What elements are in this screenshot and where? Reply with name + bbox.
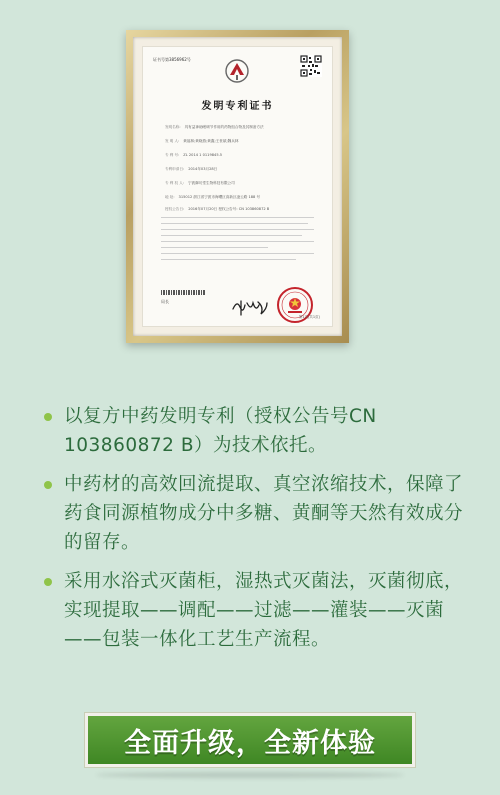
bullet-dot-icon	[44, 413, 52, 421]
certificate-body-text	[161, 217, 314, 265]
bullet-dot-icon	[44, 578, 52, 586]
field-application-date: 专利申请日: 2014年03月28日	[165, 167, 218, 171]
page-mark: 第1页(共1页)	[298, 315, 320, 319]
qr-code-icon	[300, 55, 322, 77]
certificate-frame	[126, 30, 349, 343]
list-item	[44, 470, 464, 557]
list-item	[44, 402, 464, 460]
patent-office-logo-icon	[223, 57, 251, 85]
patent-certificate	[142, 46, 333, 327]
list-item-text: 采用水浴式灭菌柜，湿热式灭菌法，灭菌彻底，实现提取——调配——过滤——灌装——灭菌——包装一体化工艺生产流程。	[64, 571, 464, 650]
certificate-number: 证书号第3856962号	[153, 57, 191, 62]
list-item	[44, 567, 464, 654]
field-address: 地 址: 315012 浙江省宁波市海曙区高新区凌云路 188 号	[165, 195, 261, 199]
upgrade-button[interactable]: 全面升级，全新体验	[88, 716, 412, 764]
director-signature	[231, 297, 269, 317]
feature-list	[44, 402, 464, 664]
field-invention-name: 发明名称: 具有益神助眠调节作用的药物组合物及其制备方法	[165, 125, 264, 129]
field-patentee: 专 利 权 人: 宁波御坊堂生物科技有限公司	[165, 181, 235, 185]
certificate-title: 发明专利证书	[201, 101, 274, 112]
barcode	[161, 290, 206, 295]
list-item-text: 中药材的高效回流提取、真空浓缩技术，保障了药食同源植物成分中多糖、黄酮等天然有效成分的留存。	[64, 474, 464, 553]
list-item-text: 以复方中药发明专利（授权公告号CN 103860872 B）为技术依托。	[64, 406, 377, 456]
certificate-mat	[133, 37, 342, 336]
field-inventors: 发 明 人: 黄福林;黄晓燕;黄鑫;王世斌;魏兵林	[165, 139, 239, 143]
director-label: 局长	[161, 299, 169, 304]
bullet-dot-icon	[44, 481, 52, 489]
cta-banner[interactable]	[84, 712, 416, 768]
field-grant-date: 授权公告日: 2016年07月20日 授权公告号: CN 103860872 B	[165, 207, 270, 211]
field-patent-number: 专 利 号: ZL 2014 1 0119845.5	[165, 153, 223, 157]
